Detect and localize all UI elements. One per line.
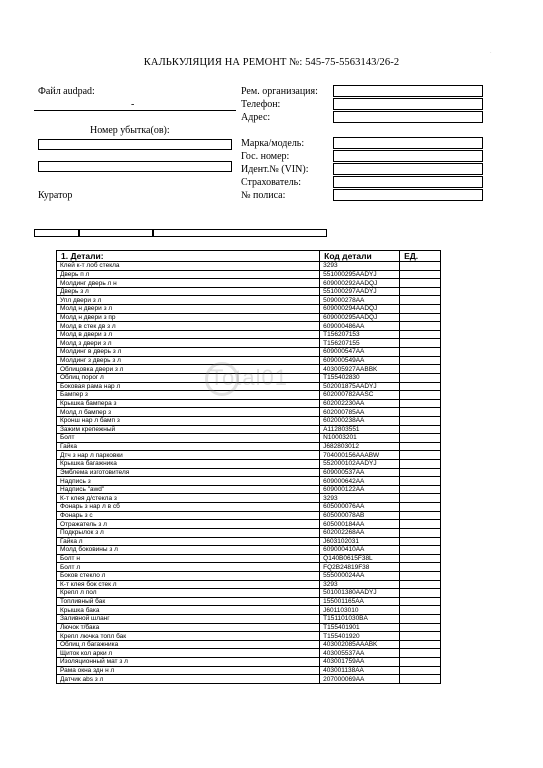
part-code-cell: 207000069AA bbox=[320, 675, 400, 684]
table-row bbox=[57, 279, 441, 288]
table-row bbox=[57, 675, 441, 684]
table-row bbox=[57, 649, 441, 658]
part-name-cell: Подкрылок з л bbox=[57, 528, 320, 537]
part-name-cell: Болт н bbox=[57, 554, 320, 563]
part-name-cell: Надпись "awd" bbox=[57, 485, 320, 494]
part-unit-cell bbox=[400, 356, 441, 365]
strip-field-1[interactable] bbox=[34, 229, 79, 237]
part-name-cell: Фонарь з с bbox=[57, 511, 320, 520]
part-name-cell: К-т клея бок стек л bbox=[57, 580, 320, 589]
part-unit-cell bbox=[400, 468, 441, 477]
part-code-cell: 602000785AA bbox=[320, 408, 400, 417]
part-name-cell: Крышка бака bbox=[57, 606, 320, 615]
part-unit-cell bbox=[400, 382, 441, 391]
table-row bbox=[57, 511, 441, 520]
part-name-cell: Упл двери з л bbox=[57, 296, 320, 305]
part-name-cell: Кронш нар л бамп з bbox=[57, 416, 320, 425]
part-code-cell: J682803012 bbox=[320, 442, 400, 451]
part-code-cell: 609000410AA bbox=[320, 546, 400, 555]
part-unit-cell bbox=[400, 322, 441, 331]
address-label: Адрес: bbox=[241, 112, 271, 123]
part-unit-cell bbox=[400, 666, 441, 675]
part-code-cell: Q140B0615F38L bbox=[320, 554, 400, 563]
part-name-cell: Крепл лючка топл бак bbox=[57, 632, 320, 641]
table-row bbox=[57, 597, 441, 606]
part-unit-cell bbox=[400, 563, 441, 572]
table-row bbox=[57, 623, 441, 632]
part-name-cell: Облиц порог л bbox=[57, 373, 320, 382]
strip-field-3[interactable] bbox=[153, 229, 327, 237]
part-name-cell: Дверь п л bbox=[57, 270, 320, 279]
part-code-cell: 3293 bbox=[320, 262, 400, 271]
part-name-cell: Боков стекло л bbox=[57, 571, 320, 580]
table-row bbox=[57, 434, 441, 443]
table-row bbox=[57, 580, 441, 589]
table-row bbox=[57, 460, 441, 469]
part-unit-cell bbox=[400, 658, 441, 667]
part-name-cell: Молдинг з дверь з л bbox=[57, 356, 320, 365]
part-unit-cell bbox=[400, 442, 441, 451]
part-code-cell: 501001380AADYJ bbox=[320, 589, 400, 598]
loss-number-field[interactable] bbox=[38, 139, 232, 150]
table-row bbox=[57, 666, 441, 675]
table-row bbox=[57, 270, 441, 279]
table-row bbox=[57, 546, 441, 555]
part-code-cell: J603102031 bbox=[320, 537, 400, 546]
vin-field[interactable] bbox=[333, 163, 483, 175]
part-unit-cell bbox=[400, 305, 441, 314]
part-code-cell: 605000076AA bbox=[320, 503, 400, 512]
part-unit-cell bbox=[400, 348, 441, 357]
part-code-cell: T156207153 bbox=[320, 330, 400, 339]
table-row bbox=[57, 262, 441, 271]
part-unit-cell bbox=[400, 460, 441, 469]
model-field[interactable] bbox=[333, 137, 483, 149]
part-code-cell: 609000295AADQJ bbox=[320, 313, 400, 322]
part-unit-cell bbox=[400, 270, 441, 279]
table-row bbox=[57, 313, 441, 322]
part-name-cell: Крышка багажника bbox=[57, 460, 320, 469]
table-header-row bbox=[57, 251, 441, 262]
plate-field[interactable] bbox=[333, 150, 483, 162]
table-row bbox=[57, 503, 441, 512]
part-code-cell: T155402830 bbox=[320, 373, 400, 382]
part-name-cell: Надпись з bbox=[57, 477, 320, 486]
part-code-cell: 704000156AAABW bbox=[320, 451, 400, 460]
part-code-cell: J601103010 bbox=[320, 606, 400, 615]
part-code-cell: 552000102AADYJ bbox=[320, 460, 400, 469]
part-name-cell: Молд л бампер з bbox=[57, 408, 320, 417]
part-unit-cell bbox=[400, 416, 441, 425]
part-code-cell: A112803551 bbox=[320, 425, 400, 434]
part-name-cell: Крышка бампера з bbox=[57, 399, 320, 408]
part-code-cell: 609000547AA bbox=[320, 348, 400, 357]
table-row bbox=[57, 632, 441, 641]
table-row bbox=[57, 571, 441, 580]
part-unit-cell bbox=[400, 477, 441, 486]
part-name-cell: Молдинг дверь л н bbox=[57, 279, 320, 288]
table-row bbox=[57, 614, 441, 623]
part-unit-cell bbox=[400, 675, 441, 684]
table-row bbox=[57, 391, 441, 400]
part-unit-cell bbox=[400, 330, 441, 339]
part-name-cell: Боковая рама нар л bbox=[57, 382, 320, 391]
part-unit-cell bbox=[400, 649, 441, 658]
table-row bbox=[57, 305, 441, 314]
part-code-cell: 609000642AA bbox=[320, 477, 400, 486]
part-code-cell: T155401901 bbox=[320, 623, 400, 632]
part-unit-cell bbox=[400, 580, 441, 589]
model-label: Марка/модель: bbox=[241, 138, 305, 149]
phone-field[interactable] bbox=[333, 98, 483, 110]
parts-table-body bbox=[57, 262, 441, 684]
file-label: Файл audpad: bbox=[38, 86, 95, 97]
loss-number-label: Номер убытка(ов): bbox=[90, 125, 170, 136]
table-row bbox=[57, 485, 441, 494]
part-name-cell: К-т клея д/стекла з bbox=[57, 494, 320, 503]
table-row bbox=[57, 494, 441, 503]
part-name-cell: Бампер з bbox=[57, 391, 320, 400]
table-row bbox=[57, 356, 441, 365]
table-row bbox=[57, 477, 441, 486]
part-name-cell: Рама окна здн н л bbox=[57, 666, 320, 675]
part-name-cell: Изоляционный мат з л bbox=[57, 658, 320, 667]
repair-org-field[interactable] bbox=[333, 85, 483, 97]
part-name-cell: Дтч з нар л парковки bbox=[57, 451, 320, 460]
part-code-cell: 403002085AAABK bbox=[320, 640, 400, 649]
part-unit-cell bbox=[400, 554, 441, 563]
part-name-cell: Крепл л пол bbox=[57, 589, 320, 598]
table-row bbox=[57, 451, 441, 460]
corner-mark: · bbox=[490, 51, 492, 56]
part-unit-cell bbox=[400, 597, 441, 606]
part-code-cell: 403005927AABBK bbox=[320, 365, 400, 374]
table-row bbox=[57, 339, 441, 348]
part-unit-cell bbox=[400, 262, 441, 271]
part-unit-cell bbox=[400, 640, 441, 649]
phone-label: Телефон: bbox=[241, 99, 281, 110]
part-code-cell: 602002268AA bbox=[320, 528, 400, 537]
part-name-cell: Фонарь з нар л в сб bbox=[57, 503, 320, 512]
insurer-label: Страхователь: bbox=[241, 177, 301, 188]
part-unit-cell bbox=[400, 606, 441, 615]
part-unit-cell bbox=[400, 614, 441, 623]
part-name-cell: Заливной шланг bbox=[57, 614, 320, 623]
part-name-cell: Топливный бак bbox=[57, 597, 320, 606]
part-unit-cell bbox=[400, 451, 441, 460]
part-name-cell: Молд з двери з л bbox=[57, 339, 320, 348]
part-name-cell: Гайка л bbox=[57, 537, 320, 546]
part-unit-cell bbox=[400, 520, 441, 529]
parts-table bbox=[56, 250, 441, 684]
part-code-cell: T155401920 bbox=[320, 632, 400, 641]
part-code-cell: 502001875AADYJ bbox=[320, 382, 400, 391]
part-name-cell: Облиц л багажника bbox=[57, 640, 320, 649]
plate-label: Гос. номер: bbox=[241, 151, 290, 162]
part-unit-cell bbox=[400, 511, 441, 520]
table-row bbox=[57, 520, 441, 529]
file-dash: - bbox=[131, 99, 135, 110]
repair-org-label: Рем. организация: bbox=[241, 86, 318, 97]
table-row bbox=[57, 658, 441, 667]
part-unit-cell bbox=[400, 296, 441, 305]
part-code-cell: 403005537AA bbox=[320, 649, 400, 658]
part-unit-cell bbox=[400, 391, 441, 400]
header-code: Код детали bbox=[320, 251, 400, 262]
address-field[interactable] bbox=[333, 111, 483, 123]
table-row bbox=[57, 606, 441, 615]
table-row bbox=[57, 408, 441, 417]
part-name-cell: Отражатель з л bbox=[57, 520, 320, 529]
part-unit-cell bbox=[400, 503, 441, 512]
vin-label: Идент.№ (VIN): bbox=[241, 164, 309, 175]
part-code-cell: 3293 bbox=[320, 580, 400, 589]
policy-label: № полиса: bbox=[241, 190, 286, 201]
part-unit-cell bbox=[400, 425, 441, 434]
policy-field[interactable] bbox=[333, 189, 483, 201]
part-name-cell: Болт л bbox=[57, 563, 320, 572]
part-unit-cell bbox=[400, 313, 441, 322]
table-row bbox=[57, 322, 441, 331]
part-name-cell: Молд в двери з л bbox=[57, 330, 320, 339]
part-code-cell: 609000537AA bbox=[320, 468, 400, 477]
part-name-cell: Дверь з л bbox=[57, 287, 320, 296]
header-parts: 1. Детали: bbox=[57, 251, 320, 262]
part-code-cell: 555000024AA bbox=[320, 571, 400, 580]
part-code-cell: 609000294AADQJ bbox=[320, 305, 400, 314]
part-code-cell: 602000782AASC bbox=[320, 391, 400, 400]
loss-number-field-2[interactable] bbox=[38, 161, 232, 172]
part-code-cell: 605000184AA bbox=[320, 520, 400, 529]
table-row bbox=[57, 287, 441, 296]
table-row bbox=[57, 442, 441, 451]
part-name-cell: Зажим крепежный bbox=[57, 425, 320, 434]
part-unit-cell bbox=[400, 434, 441, 443]
part-code-cell: 3293 bbox=[320, 494, 400, 503]
watermark-text: Total01 bbox=[210, 365, 288, 390]
part-code-cell: 609000549AA bbox=[320, 356, 400, 365]
table-row bbox=[57, 563, 441, 572]
part-code-cell: T156207155 bbox=[320, 339, 400, 348]
part-code-cell: 609000486AA bbox=[320, 322, 400, 331]
part-name-cell: Щиток кол арки л bbox=[57, 649, 320, 658]
part-unit-cell bbox=[400, 623, 441, 632]
part-name-cell: Датчик abs з л bbox=[57, 675, 320, 684]
table-row bbox=[57, 425, 441, 434]
part-unit-cell bbox=[400, 279, 441, 288]
part-code-cell: 155001165AA bbox=[320, 597, 400, 606]
part-unit-cell bbox=[400, 632, 441, 641]
part-unit-cell bbox=[400, 287, 441, 296]
part-name-cell: Облицовка двери з л bbox=[57, 365, 320, 374]
part-unit-cell bbox=[400, 408, 441, 417]
part-unit-cell bbox=[400, 399, 441, 408]
part-unit-cell bbox=[400, 589, 441, 598]
table-row bbox=[57, 640, 441, 649]
part-name-cell: Гайка bbox=[57, 442, 320, 451]
part-code-cell: 551000297AADYJ bbox=[320, 287, 400, 296]
part-unit-cell bbox=[400, 485, 441, 494]
part-unit-cell bbox=[400, 571, 441, 580]
part-name-cell: Молд н двери з л bbox=[57, 305, 320, 314]
strip-field-2[interactable] bbox=[79, 229, 153, 237]
table-row bbox=[57, 468, 441, 477]
part-code-cell: 403001138AA bbox=[320, 666, 400, 675]
part-name-cell: Молд в стек дв з л bbox=[57, 322, 320, 331]
file-underline bbox=[34, 110, 236, 111]
part-unit-cell bbox=[400, 528, 441, 537]
header-unit: ЕД. bbox=[400, 251, 441, 262]
part-name-cell: Лючок т/бака bbox=[57, 623, 320, 632]
part-unit-cell bbox=[400, 546, 441, 555]
part-code-cell: N10003201 bbox=[320, 434, 400, 443]
part-code-cell: 609000122AA bbox=[320, 485, 400, 494]
part-code-cell: 403001759AA bbox=[320, 658, 400, 667]
table-row bbox=[57, 296, 441, 305]
part-name-cell: Молдинг в дверь з л bbox=[57, 348, 320, 357]
table-row bbox=[57, 589, 441, 598]
part-unit-cell bbox=[400, 365, 441, 374]
table-row bbox=[57, 528, 441, 537]
part-name-cell: Клей к-т лоб стекла bbox=[57, 262, 320, 271]
table-row bbox=[57, 416, 441, 425]
table-row bbox=[57, 554, 441, 563]
part-unit-cell bbox=[400, 537, 441, 546]
part-name-cell: Молд н двери з пр bbox=[57, 313, 320, 322]
curator-label: Куратор bbox=[38, 190, 73, 201]
part-code-cell: 605000078AB bbox=[320, 511, 400, 520]
part-code-cell: FQ2B24819F38 bbox=[320, 563, 400, 572]
table-row bbox=[57, 348, 441, 357]
part-name-cell: Молд боковины з л bbox=[57, 546, 320, 555]
part-code-cell: 551000295AADYJ bbox=[320, 270, 400, 279]
part-unit-cell bbox=[400, 339, 441, 348]
part-code-cell: 609000292AADQJ bbox=[320, 279, 400, 288]
part-code-cell: 602000238AA bbox=[320, 416, 400, 425]
part-name-cell: Болт bbox=[57, 434, 320, 443]
part-code-cell: T151101030BA bbox=[320, 614, 400, 623]
part-name-cell: Эмблема изготовителя bbox=[57, 468, 320, 477]
table-row bbox=[57, 399, 441, 408]
document-title: КАЛЬКУЛЯЦИЯ НА РЕМОНТ №: 545-75-5563143/26-2 bbox=[143, 57, 400, 68]
table-row bbox=[57, 537, 441, 546]
part-unit-cell bbox=[400, 494, 441, 503]
part-code-cell: 602002230AA bbox=[320, 399, 400, 408]
insurer-field[interactable] bbox=[333, 176, 483, 188]
table-row bbox=[57, 330, 441, 339]
part-code-cell: 509000278AA bbox=[320, 296, 400, 305]
part-unit-cell bbox=[400, 373, 441, 382]
